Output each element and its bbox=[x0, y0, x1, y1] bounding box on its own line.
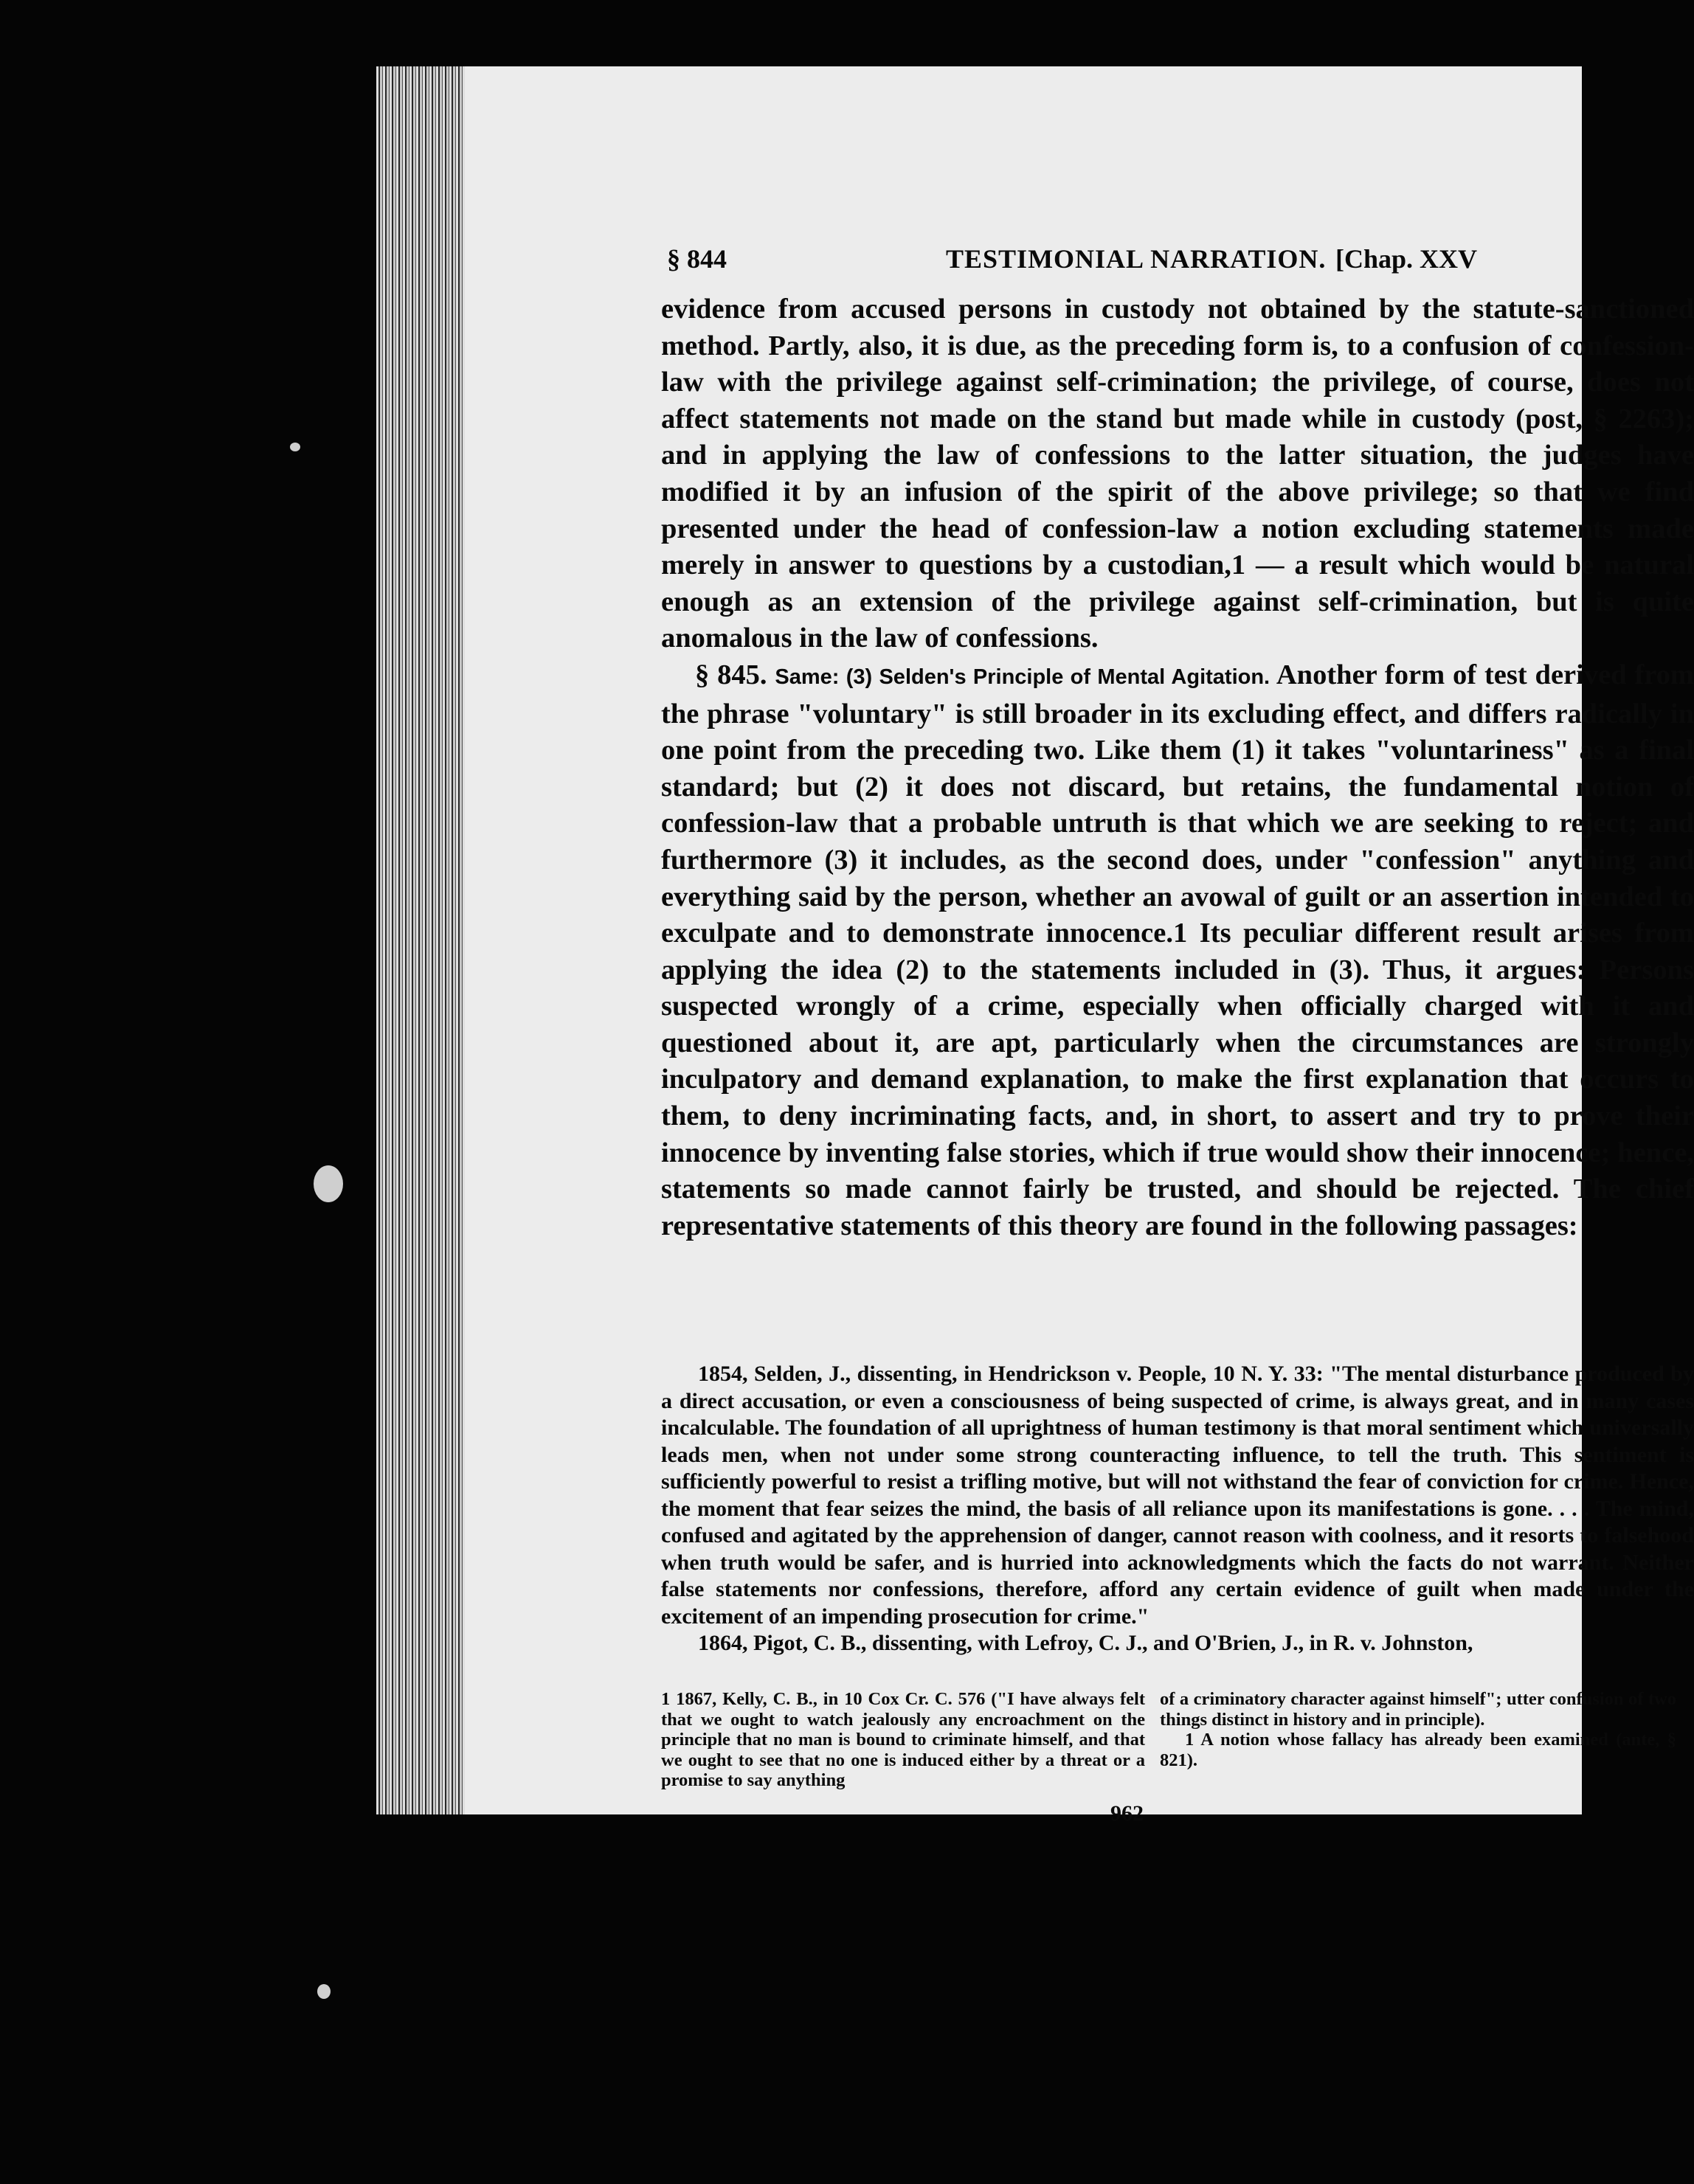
paragraph-section-845 bbox=[661, 657, 1694, 1245]
scan-speck bbox=[317, 1984, 331, 1999]
section-845-label: § 845. bbox=[695, 659, 767, 690]
scan-speck bbox=[314, 1165, 343, 1202]
running-header bbox=[465, 243, 1645, 280]
scan-speck bbox=[290, 443, 300, 451]
section-845-heading: Same: (3) Selden's Principle of Mental Agitation. bbox=[775, 665, 1270, 689]
header-section-number: § 844 bbox=[667, 244, 727, 274]
footnote-kelly: 1 1867, Kelly, C. B., in 10 Cox Cr. C. 576 ("I have always felt that we ought to watch jealously any encroachment on the principle that no man is bound to criminate himself, and that we ought to see that no one is induced either by a threat or a promise to say anything bbox=[661, 1689, 1145, 1790]
footnote-notion: 1 A notion whose fallacy has already been examined (ante, § 821). bbox=[1160, 1730, 1676, 1770]
book-page bbox=[465, 66, 1694, 1826]
footnotes-right-column bbox=[1160, 1689, 1676, 1770]
quoted-passages bbox=[661, 1361, 1694, 1657]
header-chapter: [Chap. XXV bbox=[1335, 244, 1478, 274]
header-title: TESTIMONIAL NARRATION. bbox=[946, 244, 1327, 274]
main-text bbox=[661, 291, 1694, 1244]
paragraph-continuation: evidence from accused persons in custody not obtained by the statute-sanctioned method. Partly, also, it is due, as the preceding form is, to a confusion of confession-law with the privilege against self-crimination; the privilege, of course, does not affect statements not made on the stand but made while in custody (post, § 2263); and in applying the law of confessions to the latter situation, the judges have modified it by an infusion of the spirit of the above privilege; so that we find presented under the head of confession-law a notion excluding statements made merely in answer to questions by a custodian,1 — a result which would be natural enough as an extension of the privilege against self-crimination, but is quite anomalous in the law of confessions. bbox=[661, 294, 1694, 654]
quote-selden: 1854, Selden, J., dissenting, in Hendrickson v. People, 10 N. Y. 33: "The mental disturbance produced by a direct accusation, or even a consciousness of being suspected of crime, is always great, and in many cases incalculable. The foundation of all uprightness of human testimony is that moral sentiment which universally leads men, when not under some strong counteracting influence, to tell the truth. This sentiment is sufficiently powerful to resist a trifling motive, but will not withstand the fear of conviction for crime. Hence, the moment that fear seizes the mind, the basis of all reliance upon its manifestations is gone. . . . The mind, confused and agitated by the apprehension of danger, cannot reason with coolness, and it resorts to falsehood when truth would be safer, and is hurried into acknowledgments which the facts do not warrant. Neither false statements nor confessions, therefore, afford any certain evidence of guilt when made under the excitement of an impending prosecution for crime." bbox=[661, 1362, 1694, 1629]
footnotes-left-column bbox=[661, 1689, 1145, 1791]
page-number: 962 bbox=[1110, 1801, 1144, 1826]
book-page-edges bbox=[376, 66, 465, 1814]
footnote-kelly-continued: of a criminatory character against himself"; utter confusion of two things distinct in history and in principle). bbox=[1160, 1689, 1676, 1730]
quote-pigot: 1864, Pigot, C. B., dissenting, with Lefroy, C. J., and O'Brien, J., in R. v. Johnston, bbox=[698, 1631, 1473, 1655]
section-845-text: Another form of test derived from the phrase "voluntary" is still broader in its excluding effect, and differs radically in one point from the preceding two. Like them (1) it takes "voluntariness" as a final standard; but (2) it does not discard, but retains, the fundamental notion of confession-law that a probable untruth is that which we are seeking to reject; and furthermore (3) it includes, as the second does, under "confession" anything and everything said by the person, whether an avowal of guilt or an assertion intended to exculpate and to demonstrate innocence.1 Its peculiar different result arises from applying the idea (2) to the statements included in (3). Thus, it argues: Persons suspected wrongly of a crime, especially when officially charged with it and questioned about it, are apt, particularly when the circumstances are strongly inculpatory and demand explanation, to make the first explanation that occurs to them, to deny incriminating facts, and, in short, to assert and try to prove their innocence by inventing false stories, which if true would show their innocence; hence, statements so made cannot fairly be trusted, and should be rejected. The chief representative statements of this theory are found in the following passages: bbox=[661, 659, 1694, 1241]
